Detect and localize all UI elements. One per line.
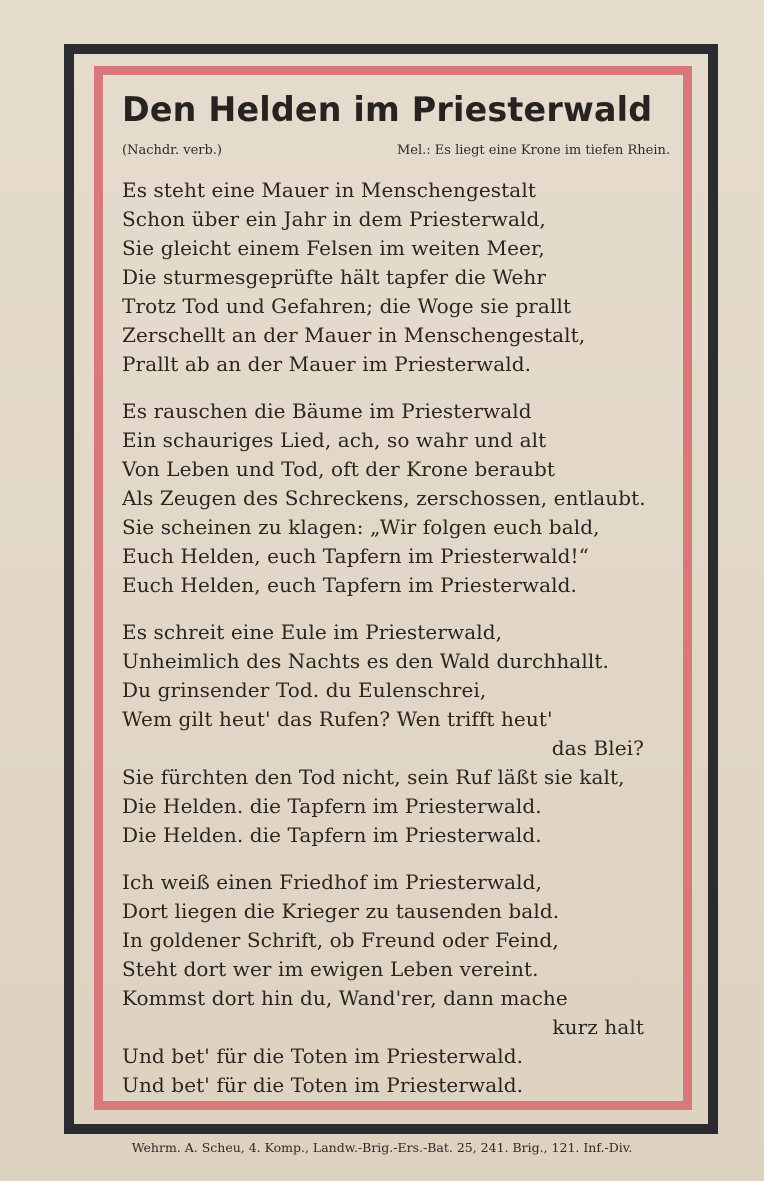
poem-line: Steht dort wer im ewigen Leben vereint. — [122, 956, 539, 981]
poem-line: Du grinsender Tod. du Eulenschrei, — [122, 677, 487, 702]
poem-line: Die sturmesgeprüfte hält tapfer die Wehr — [122, 264, 547, 289]
poem-line: Kommst dort hin du, Wand'rer, dann mache — [122, 985, 568, 1010]
poem-line: Und bet' für die Toten im Priesterwald. — [122, 1043, 524, 1068]
stanza-1 — [122, 176, 670, 379]
poem-line: Von Leben und Tod, oft der Krone beraubt — [122, 456, 556, 481]
author-credit: Wehrm. A. Scheu, 4. Komp., Landw.-Brig.-Ers.-Bat. 25, 241. Brig., 121. Inf.-Div. — [131, 1140, 633, 1155]
poem-line: Es rauschen die Bäume im Priesterwald — [122, 398, 532, 423]
poem-line: Sie fürchten den Tod nicht, sein Ruf läßt sie kalt, — [122, 764, 625, 789]
stanza-4 — [122, 868, 670, 1100]
poem-title: Den Helden im Priesterwald — [122, 90, 653, 130]
poem-line: Sie scheinen zu klagen: „Wir folgen euch bald, — [122, 514, 600, 539]
poem-line: Zerschellt an der Mauer in Menschengestalt, — [122, 322, 586, 347]
poem-line: Es steht eine Mauer in Menschengestalt — [122, 177, 536, 202]
poem-line: Euch Helden, euch Tapfern im Priesterwald. — [122, 572, 578, 597]
poem-line: Als Zeugen des Schreckens, zerschossen, entlaubt. — [122, 485, 646, 510]
poem-content — [122, 90, 670, 1100]
poem-line-continuation: kurz halt — [552, 1014, 644, 1039]
poem-line: Trotz Tod und Gefahren; die Woge sie prallt — [122, 293, 572, 318]
poem-line: Es schreit eine Eule im Priesterwald, — [122, 619, 503, 644]
poem-line: Wem gilt heut' das Rufen? Wen trifft heut' — [122, 706, 553, 731]
poem-line: Und bet' für die Toten im Priesterwald. — [122, 1072, 524, 1097]
reprint-note: (Nachdr. verb.) — [122, 142, 223, 158]
poem-line: Ein schauriges Lied, ach, so wahr und alt — [122, 427, 547, 452]
poem-line: Unheimlich des Nachts es den Wald durchhallt. — [122, 648, 609, 673]
poem-line: Die Helden. die Tapfern im Priesterwald. — [122, 822, 542, 847]
poem-line: Prallt ab an der Mauer im Priesterwald. — [122, 351, 532, 376]
poem-line: Sie gleicht einem Felsen im weiten Meer, — [122, 235, 545, 260]
poem-line: Ich weiß einen Friedhof im Priesterwald, — [122, 869, 543, 894]
poem-line: In goldener Schrift, ob Freund oder Feind, — [122, 927, 559, 952]
stanza-2 — [122, 397, 670, 600]
melody-note: Mel.: Es liegt eine Krone im tiefen Rhein. — [396, 142, 670, 158]
poem-line: Euch Helden, euch Tapfern im Priesterwald!“ — [122, 543, 590, 568]
stanza-3 — [122, 618, 670, 850]
poem-line: Schon über ein Jahr in dem Priesterwald, — [122, 206, 546, 231]
poem-line: Die Helden. die Tapfern im Priesterwald. — [122, 793, 542, 818]
subtitle-line — [122, 143, 670, 158]
poem-line-continuation: das Blei? — [551, 735, 644, 760]
poem-line: Dort liegen die Krieger zu tausenden bald. — [122, 898, 560, 923]
